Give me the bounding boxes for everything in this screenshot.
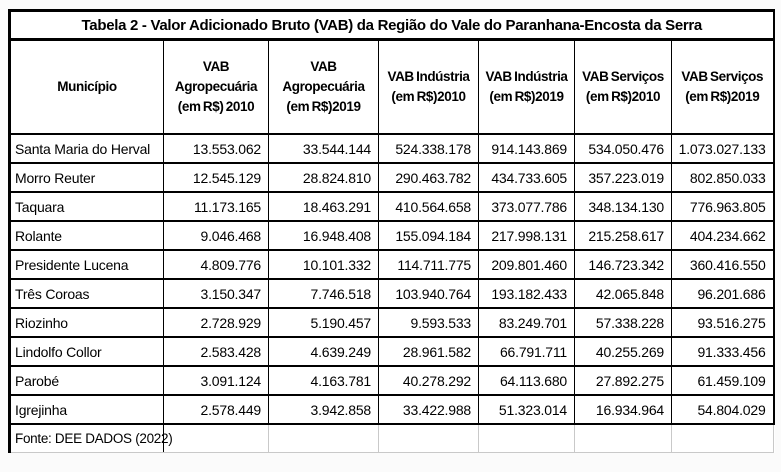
empty-cell <box>164 424 269 453</box>
value-cell: 93.516.275 <box>672 308 774 337</box>
municipality-cell: Riozinho <box>10 308 164 337</box>
table-row <box>10 308 774 337</box>
value-cell: 16.948.408 <box>269 221 379 250</box>
table-row <box>10 250 774 279</box>
value-cell: 155.094.184 <box>379 221 479 250</box>
table-row <box>10 279 774 308</box>
value-cell: 4.639.249 <box>269 337 379 366</box>
value-cell: 33.544.144 <box>269 134 379 163</box>
column-header-servicos-2019: VAB Serviços (em R$)2019 <box>672 40 774 135</box>
value-cell: 2.583.428 <box>164 337 269 366</box>
value-cell: 1.073.027.133 <box>672 134 774 163</box>
table-row <box>10 366 774 395</box>
value-cell: 373.077.786 <box>479 192 575 221</box>
value-cell: 83.249.701 <box>479 308 575 337</box>
value-cell: 3.942.858 <box>269 395 379 424</box>
table-title: Tabela 2 - Valor Adicionado Bruto (VAB) da Região do Vale do Paranhana-Encosta da Serra <box>10 11 774 40</box>
value-cell: 4.163.781 <box>269 366 379 395</box>
value-cell: 348.134.130 <box>575 192 672 221</box>
value-cell: 10.101.332 <box>269 250 379 279</box>
value-cell: 217.998.131 <box>479 221 575 250</box>
value-cell: 290.463.782 <box>379 163 479 192</box>
value-cell: 12.545.129 <box>164 163 269 192</box>
column-header-agropecuaria-2019: VAB Agropecuária (em R$)2019 <box>269 40 379 135</box>
municipality-cell: Igrejinha <box>10 395 164 424</box>
column-header-industria-2019: VAB Indústria (em R$)2019 <box>479 40 575 135</box>
table-row <box>10 163 774 192</box>
value-cell: 146.723.342 <box>575 250 672 279</box>
value-cell: 51.323.014 <box>479 395 575 424</box>
column-header-industria-2010: VAB Indústria (em R$)2010 <box>379 40 479 135</box>
value-cell: 114.711.775 <box>379 250 479 279</box>
table-row <box>10 221 774 250</box>
municipality-cell: Três Coroas <box>10 279 164 308</box>
municipality-cell: Santa Maria do Herval <box>10 134 164 163</box>
value-cell: 4.809.776 <box>164 250 269 279</box>
title-row <box>10 11 774 40</box>
value-cell: 534.050.476 <box>575 134 672 163</box>
value-cell: 11.173.165 <box>164 192 269 221</box>
value-cell: 357.223.019 <box>575 163 672 192</box>
value-cell: 914.143.869 <box>479 134 575 163</box>
value-cell: 9.593.533 <box>379 308 479 337</box>
municipality-cell: Parobé <box>10 366 164 395</box>
value-cell: 27.892.275 <box>575 366 672 395</box>
value-cell: 18.463.291 <box>269 192 379 221</box>
vab-table <box>8 9 775 453</box>
value-cell: 54.804.029 <box>672 395 774 424</box>
table-row <box>10 134 774 163</box>
value-cell: 61.459.109 <box>672 366 774 395</box>
value-cell: 2.578.449 <box>164 395 269 424</box>
value-cell: 40.278.292 <box>379 366 479 395</box>
value-cell: 524.338.178 <box>379 134 479 163</box>
column-header-servicos-2010: VAB Serviços (em R$)2010 <box>575 40 672 135</box>
empty-cell <box>575 424 672 453</box>
empty-cell <box>672 424 774 453</box>
value-cell: 40.255.269 <box>575 337 672 366</box>
value-cell: 57.338.228 <box>575 308 672 337</box>
empty-cell <box>269 424 379 453</box>
empty-cell <box>379 424 479 453</box>
value-cell: 64.113.680 <box>479 366 575 395</box>
municipality-cell: Taquara <box>10 192 164 221</box>
source-note: Fonte: DEE DADOS (2022) <box>10 424 164 453</box>
value-cell: 3.091.124 <box>164 366 269 395</box>
value-cell: 91.333.456 <box>672 337 774 366</box>
value-cell: 42.065.848 <box>575 279 672 308</box>
value-cell: 9.046.468 <box>164 221 269 250</box>
value-cell: 360.416.550 <box>672 250 774 279</box>
value-cell: 410.564.658 <box>379 192 479 221</box>
header-row <box>10 40 774 135</box>
value-cell: 404.234.662 <box>672 221 774 250</box>
value-cell: 96.201.686 <box>672 279 774 308</box>
municipality-cell: Lindolfo Collor <box>10 337 164 366</box>
table-container <box>8 9 775 453</box>
value-cell: 3.150.347 <box>164 279 269 308</box>
empty-cell <box>479 424 575 453</box>
value-cell: 28.961.582 <box>379 337 479 366</box>
table-row <box>10 337 774 366</box>
municipality-cell: Presidente Lucena <box>10 250 164 279</box>
value-cell: 802.850.033 <box>672 163 774 192</box>
source-row <box>10 424 774 453</box>
column-header-agropecuaria-2010: VAB Agropecuária (em R$) 2010 <box>164 40 269 135</box>
value-cell: 28.824.810 <box>269 163 379 192</box>
value-cell: 7.746.518 <box>269 279 379 308</box>
value-cell: 193.182.433 <box>479 279 575 308</box>
municipality-cell: Rolante <box>10 221 164 250</box>
value-cell: 215.258.617 <box>575 221 672 250</box>
table-row <box>10 395 774 424</box>
table-row <box>10 192 774 221</box>
value-cell: 66.791.711 <box>479 337 575 366</box>
municipality-cell: Morro Reuter <box>10 163 164 192</box>
value-cell: 776.963.805 <box>672 192 774 221</box>
value-cell: 2.728.929 <box>164 308 269 337</box>
value-cell: 5.190.457 <box>269 308 379 337</box>
column-header-municipio: Município <box>10 40 164 135</box>
value-cell: 16.934.964 <box>575 395 672 424</box>
value-cell: 434.733.605 <box>479 163 575 192</box>
value-cell: 33.422.988 <box>379 395 479 424</box>
value-cell: 209.801.460 <box>479 250 575 279</box>
value-cell: 103.940.764 <box>379 279 479 308</box>
value-cell: 13.553.062 <box>164 134 269 163</box>
